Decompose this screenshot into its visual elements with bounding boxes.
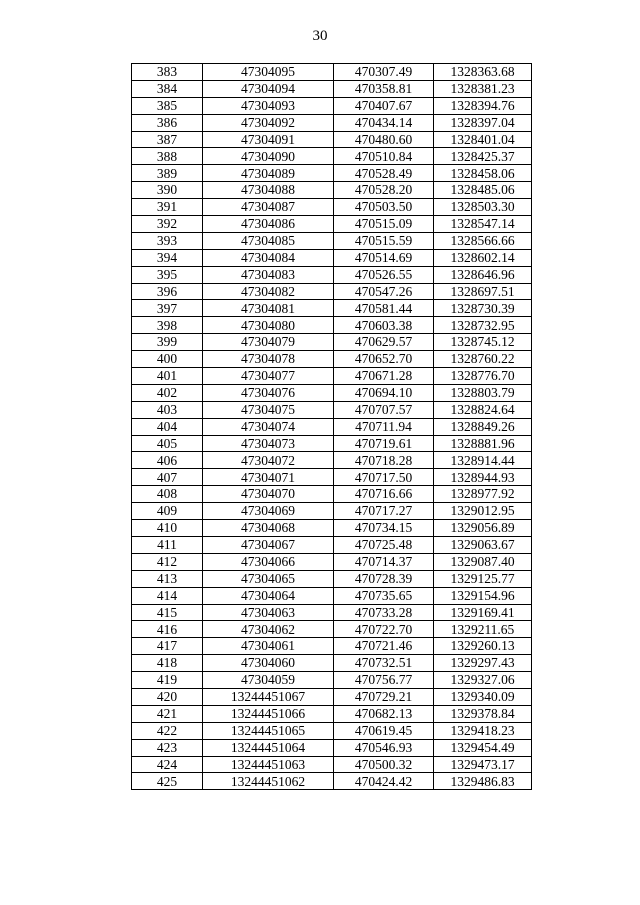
point-id-cell: 13244451063 bbox=[203, 756, 334, 773]
point-id-cell: 47304060 bbox=[203, 655, 334, 672]
y-coordinate-cell: 1328485.06 bbox=[434, 182, 532, 199]
point-number-cell: 410 bbox=[132, 520, 203, 537]
point-number-cell: 418 bbox=[132, 655, 203, 672]
table-row bbox=[132, 520, 532, 537]
point-number-cell: 387 bbox=[132, 131, 203, 148]
table-row bbox=[132, 435, 532, 452]
point-id-cell: 13244451065 bbox=[203, 722, 334, 739]
x-coordinate-cell: 470718.28 bbox=[334, 452, 434, 469]
point-number-cell: 412 bbox=[132, 553, 203, 570]
table-row bbox=[132, 266, 532, 283]
table-row bbox=[132, 165, 532, 182]
table-row bbox=[132, 283, 532, 300]
x-coordinate-cell: 470515.59 bbox=[334, 232, 434, 249]
y-coordinate-cell: 1328730.39 bbox=[434, 300, 532, 317]
table-row bbox=[132, 469, 532, 486]
x-coordinate-cell: 470547.26 bbox=[334, 283, 434, 300]
x-coordinate-cell: 470717.50 bbox=[334, 469, 434, 486]
x-coordinate-cell: 470707.57 bbox=[334, 401, 434, 418]
point-number-cell: 421 bbox=[132, 705, 203, 722]
point-number-cell: 400 bbox=[132, 351, 203, 368]
point-id-cell: 47304070 bbox=[203, 486, 334, 503]
point-id-cell: 47304089 bbox=[203, 165, 334, 182]
y-coordinate-cell: 1328849.26 bbox=[434, 418, 532, 435]
y-coordinate-cell: 1329260.13 bbox=[434, 638, 532, 655]
table-row bbox=[132, 216, 532, 233]
y-coordinate-cell: 1328397.04 bbox=[434, 114, 532, 131]
point-id-cell: 47304083 bbox=[203, 266, 334, 283]
x-coordinate-cell: 470510.84 bbox=[334, 148, 434, 165]
x-coordinate-cell: 470733.28 bbox=[334, 604, 434, 621]
y-coordinate-cell: 1328394.76 bbox=[434, 97, 532, 114]
point-id-cell: 13244451064 bbox=[203, 739, 334, 756]
table-row bbox=[132, 587, 532, 604]
x-coordinate-cell: 470581.44 bbox=[334, 300, 434, 317]
y-coordinate-cell: 1328803.79 bbox=[434, 384, 532, 401]
point-id-cell: 47304094 bbox=[203, 80, 334, 97]
y-coordinate-cell: 1328503.30 bbox=[434, 199, 532, 216]
y-coordinate-cell: 1328881.96 bbox=[434, 435, 532, 452]
y-coordinate-cell: 1329154.96 bbox=[434, 587, 532, 604]
point-number-cell: 401 bbox=[132, 368, 203, 385]
point-id-cell: 47304072 bbox=[203, 452, 334, 469]
table-row bbox=[132, 553, 532, 570]
y-coordinate-cell: 1329418.23 bbox=[434, 722, 532, 739]
table-row bbox=[132, 351, 532, 368]
y-coordinate-cell: 1328547.14 bbox=[434, 216, 532, 233]
y-coordinate-cell: 1329056.89 bbox=[434, 520, 532, 537]
y-coordinate-cell: 1328745.12 bbox=[434, 334, 532, 351]
table-row bbox=[132, 503, 532, 520]
y-coordinate-cell: 1328776.70 bbox=[434, 368, 532, 385]
table-row bbox=[132, 536, 532, 553]
x-coordinate-cell: 470434.14 bbox=[334, 114, 434, 131]
table-row bbox=[132, 384, 532, 401]
point-number-cell: 420 bbox=[132, 688, 203, 705]
y-coordinate-cell: 1329486.83 bbox=[434, 773, 532, 790]
y-coordinate-cell: 1328914.44 bbox=[434, 452, 532, 469]
point-id-cell: 47304082 bbox=[203, 283, 334, 300]
point-number-cell: 391 bbox=[132, 199, 203, 216]
point-id-cell: 47304080 bbox=[203, 317, 334, 334]
point-id-cell: 47304093 bbox=[203, 97, 334, 114]
point-id-cell: 13244451062 bbox=[203, 773, 334, 790]
x-coordinate-cell: 470619.45 bbox=[334, 722, 434, 739]
table-row bbox=[132, 232, 532, 249]
y-coordinate-cell: 1329340.09 bbox=[434, 688, 532, 705]
x-coordinate-cell: 470721.46 bbox=[334, 638, 434, 655]
page-number: 30 bbox=[312, 28, 328, 44]
point-number-cell: 393 bbox=[132, 232, 203, 249]
table-row bbox=[132, 486, 532, 503]
table-row bbox=[132, 368, 532, 385]
point-number-cell: 406 bbox=[132, 452, 203, 469]
x-coordinate-cell: 470503.50 bbox=[334, 199, 434, 216]
y-coordinate-cell: 1328602.14 bbox=[434, 249, 532, 266]
x-coordinate-cell: 470735.65 bbox=[334, 587, 434, 604]
x-coordinate-cell: 470515.09 bbox=[334, 216, 434, 233]
point-id-cell: 47304085 bbox=[203, 232, 334, 249]
point-id-cell: 47304068 bbox=[203, 520, 334, 537]
point-number-cell: 398 bbox=[132, 317, 203, 334]
point-number-cell: 384 bbox=[132, 80, 203, 97]
point-number-cell: 409 bbox=[132, 503, 203, 520]
point-id-cell: 47304061 bbox=[203, 638, 334, 655]
point-number-cell: 415 bbox=[132, 604, 203, 621]
point-number-cell: 383 bbox=[132, 64, 203, 81]
x-coordinate-cell: 470694.10 bbox=[334, 384, 434, 401]
point-number-cell: 396 bbox=[132, 283, 203, 300]
point-number-cell: 417 bbox=[132, 638, 203, 655]
y-coordinate-cell: 1329473.17 bbox=[434, 756, 532, 773]
point-number-cell: 422 bbox=[132, 722, 203, 739]
point-number-cell: 407 bbox=[132, 469, 203, 486]
x-coordinate-cell: 470480.60 bbox=[334, 131, 434, 148]
table-row bbox=[132, 739, 532, 756]
point-number-cell: 394 bbox=[132, 249, 203, 266]
point-id-cell: 47304087 bbox=[203, 199, 334, 216]
table-row bbox=[132, 705, 532, 722]
y-coordinate-cell: 1329327.06 bbox=[434, 672, 532, 689]
y-coordinate-cell: 1328824.64 bbox=[434, 401, 532, 418]
point-id-cell: 47304071 bbox=[203, 469, 334, 486]
x-coordinate-cell: 470711.94 bbox=[334, 418, 434, 435]
table-row bbox=[132, 199, 532, 216]
point-id-cell: 47304091 bbox=[203, 131, 334, 148]
point-number-cell: 402 bbox=[132, 384, 203, 401]
y-coordinate-cell: 1328732.95 bbox=[434, 317, 532, 334]
table-row bbox=[132, 756, 532, 773]
y-coordinate-cell: 1328697.51 bbox=[434, 283, 532, 300]
point-number-cell: 423 bbox=[132, 739, 203, 756]
y-coordinate-cell: 1329297.43 bbox=[434, 655, 532, 672]
table-row bbox=[132, 604, 532, 621]
point-id-cell: 47304073 bbox=[203, 435, 334, 452]
table-row bbox=[132, 452, 532, 469]
point-id-cell: 47304086 bbox=[203, 216, 334, 233]
table-row bbox=[132, 334, 532, 351]
table-row bbox=[132, 317, 532, 334]
y-coordinate-cell: 1328425.37 bbox=[434, 148, 532, 165]
y-coordinate-cell: 1329125.77 bbox=[434, 570, 532, 587]
point-number-cell: 404 bbox=[132, 418, 203, 435]
point-id-cell: 47304076 bbox=[203, 384, 334, 401]
point-number-cell: 424 bbox=[132, 756, 203, 773]
x-coordinate-cell: 470358.81 bbox=[334, 80, 434, 97]
point-id-cell: 47304079 bbox=[203, 334, 334, 351]
point-id-cell: 47304088 bbox=[203, 182, 334, 199]
point-number-cell: 399 bbox=[132, 334, 203, 351]
x-coordinate-cell: 470652.70 bbox=[334, 351, 434, 368]
point-number-cell: 395 bbox=[132, 266, 203, 283]
x-coordinate-cell: 470682.13 bbox=[334, 705, 434, 722]
x-coordinate-cell: 470528.20 bbox=[334, 182, 434, 199]
table-row bbox=[132, 773, 532, 790]
point-id-cell: 47304092 bbox=[203, 114, 334, 131]
x-coordinate-cell: 470407.67 bbox=[334, 97, 434, 114]
point-id-cell: 47304066 bbox=[203, 553, 334, 570]
x-coordinate-cell: 470514.69 bbox=[334, 249, 434, 266]
point-number-cell: 403 bbox=[132, 401, 203, 418]
point-id-cell: 47304065 bbox=[203, 570, 334, 587]
x-coordinate-cell: 470714.37 bbox=[334, 553, 434, 570]
point-number-cell: 419 bbox=[132, 672, 203, 689]
y-coordinate-cell: 1329063.67 bbox=[434, 536, 532, 553]
table-row bbox=[132, 300, 532, 317]
x-coordinate-cell: 470526.55 bbox=[334, 266, 434, 283]
point-id-cell: 47304095 bbox=[203, 64, 334, 81]
point-number-cell: 388 bbox=[132, 148, 203, 165]
x-coordinate-cell: 470734.15 bbox=[334, 520, 434, 537]
point-id-cell: 13244451067 bbox=[203, 688, 334, 705]
table-row bbox=[132, 418, 532, 435]
point-id-cell: 47304059 bbox=[203, 672, 334, 689]
y-coordinate-cell: 1328566.66 bbox=[434, 232, 532, 249]
y-coordinate-cell: 1329012.95 bbox=[434, 503, 532, 520]
point-id-cell: 47304062 bbox=[203, 621, 334, 638]
x-coordinate-cell: 470725.48 bbox=[334, 536, 434, 553]
table-row bbox=[132, 688, 532, 705]
point-number-cell: 408 bbox=[132, 486, 203, 503]
table-row bbox=[132, 621, 532, 638]
point-number-cell: 405 bbox=[132, 435, 203, 452]
x-coordinate-cell: 470732.51 bbox=[334, 655, 434, 672]
table-row bbox=[132, 80, 532, 97]
x-coordinate-cell: 470722.70 bbox=[334, 621, 434, 638]
x-coordinate-cell: 470528.49 bbox=[334, 165, 434, 182]
y-coordinate-cell: 1328363.68 bbox=[434, 64, 532, 81]
y-coordinate-cell: 1329211.65 bbox=[434, 621, 532, 638]
point-id-cell: 47304063 bbox=[203, 604, 334, 621]
table-row bbox=[132, 148, 532, 165]
x-coordinate-cell: 470756.77 bbox=[334, 672, 434, 689]
point-number-cell: 416 bbox=[132, 621, 203, 638]
table-row bbox=[132, 672, 532, 689]
point-number-cell: 411 bbox=[132, 536, 203, 553]
y-coordinate-cell: 1328381.23 bbox=[434, 80, 532, 97]
table-row bbox=[132, 97, 532, 114]
y-coordinate-cell: 1328760.22 bbox=[434, 351, 532, 368]
point-number-cell: 386 bbox=[132, 114, 203, 131]
point-number-cell: 389 bbox=[132, 165, 203, 182]
x-coordinate-cell: 470716.66 bbox=[334, 486, 434, 503]
y-coordinate-cell: 1329378.84 bbox=[434, 705, 532, 722]
table-row bbox=[132, 401, 532, 418]
point-id-cell: 47304064 bbox=[203, 587, 334, 604]
point-id-cell: 47304075 bbox=[203, 401, 334, 418]
x-coordinate-cell: 470629.57 bbox=[334, 334, 434, 351]
point-number-cell: 385 bbox=[132, 97, 203, 114]
x-coordinate-cell: 470717.27 bbox=[334, 503, 434, 520]
y-coordinate-cell: 1328401.04 bbox=[434, 131, 532, 148]
y-coordinate-cell: 1328646.96 bbox=[434, 266, 532, 283]
point-id-cell: 47304081 bbox=[203, 300, 334, 317]
table-row bbox=[132, 64, 532, 81]
table-row bbox=[132, 182, 532, 199]
y-coordinate-cell: 1329454.49 bbox=[434, 739, 532, 756]
point-id-cell: 47304067 bbox=[203, 536, 334, 553]
point-id-cell: 47304078 bbox=[203, 351, 334, 368]
point-number-cell: 425 bbox=[132, 773, 203, 790]
x-coordinate-cell: 470719.61 bbox=[334, 435, 434, 452]
table-row bbox=[132, 131, 532, 148]
point-number-cell: 414 bbox=[132, 587, 203, 604]
x-coordinate-cell: 470729.21 bbox=[334, 688, 434, 705]
point-number-cell: 390 bbox=[132, 182, 203, 199]
table-row bbox=[132, 114, 532, 131]
x-coordinate-cell: 470728.39 bbox=[334, 570, 434, 587]
table-row bbox=[132, 722, 532, 739]
point-number-cell: 392 bbox=[132, 216, 203, 233]
x-coordinate-cell: 470424.42 bbox=[334, 773, 434, 790]
table-row bbox=[132, 570, 532, 587]
coordinates-table bbox=[131, 63, 532, 790]
table-row bbox=[132, 655, 532, 672]
table-row bbox=[132, 249, 532, 266]
y-coordinate-cell: 1328977.92 bbox=[434, 486, 532, 503]
point-id-cell: 13244451066 bbox=[203, 705, 334, 722]
x-coordinate-cell: 470671.28 bbox=[334, 368, 434, 385]
point-id-cell: 47304090 bbox=[203, 148, 334, 165]
table-row bbox=[132, 638, 532, 655]
point-id-cell: 47304069 bbox=[203, 503, 334, 520]
point-number-cell: 413 bbox=[132, 570, 203, 587]
x-coordinate-cell: 470500.32 bbox=[334, 756, 434, 773]
y-coordinate-cell: 1328458.06 bbox=[434, 165, 532, 182]
x-coordinate-cell: 470307.49 bbox=[334, 64, 434, 81]
point-id-cell: 47304084 bbox=[203, 249, 334, 266]
point-id-cell: 47304074 bbox=[203, 418, 334, 435]
y-coordinate-cell: 1329087.40 bbox=[434, 553, 532, 570]
x-coordinate-cell: 470603.38 bbox=[334, 317, 434, 334]
point-number-cell: 397 bbox=[132, 300, 203, 317]
point-id-cell: 47304077 bbox=[203, 368, 334, 385]
x-coordinate-cell: 470546.93 bbox=[334, 739, 434, 756]
y-coordinate-cell: 1329169.41 bbox=[434, 604, 532, 621]
y-coordinate-cell: 1328944.93 bbox=[434, 469, 532, 486]
